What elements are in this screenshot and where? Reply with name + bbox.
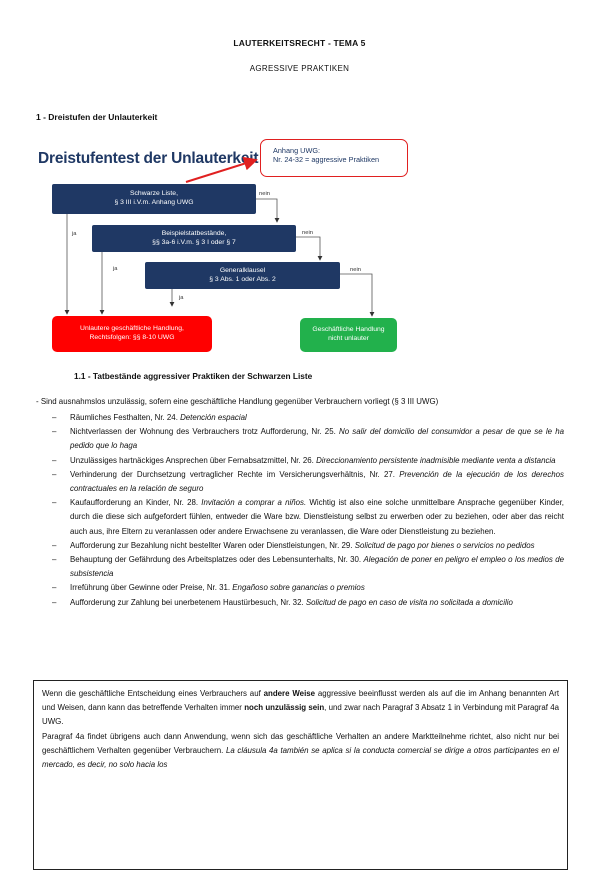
three-step-diagram (0, 0, 599, 370)
note-text: Paragraf 4a findet übrigens auch dann Anwendung, wenn sich das geschäftliche Verhalten an andere Marktteilnehme richtet, also nicht nur bei geschäftlichem Verhalten gegenüber Verbrauchern. (42, 731, 559, 755)
list-item (52, 539, 564, 553)
general-clause-box (145, 262, 340, 289)
not-unfair-line-1: Geschäftliche Handlung (312, 326, 385, 334)
document-title: LAUTERKEITSRECHT - TEMA 5 (233, 38, 366, 48)
item-es: Invitación a comprar a niños. (201, 498, 307, 508)
practice-list (52, 411, 564, 610)
unfair-practice-line-1: Unlautere geschäftliche Handlung, (80, 325, 184, 333)
item-de: Aufforderung zur Bezahlung nicht bestellter Waren oder Dienstleistungen, Nr. 29. (70, 540, 353, 550)
note-box (33, 680, 568, 870)
label-ja-3: ja (179, 295, 184, 301)
connector-nein-2 (296, 237, 320, 260)
list-item (52, 553, 564, 581)
label-nein-3: nein (350, 267, 361, 273)
item-de: Räumliches Festhalten, Nr. 24. (70, 413, 178, 422)
list-item (52, 596, 564, 610)
note-paragraph-1 (42, 687, 559, 730)
item-de: Nichtverlassen der Wohnung des Verbrauchers trotz Aufforderung, Nr. 25. (70, 427, 336, 437)
note-bold: noch unzulässig sein (244, 703, 325, 713)
list-item (52, 496, 564, 539)
intro-text: - Sind ausnahmslos unzulässig, sofern eine geschäftliche Handlung gegenüber Verbrauchern vorliegt (§ 3 III UWG) (36, 397, 439, 406)
label-ja-2: ja (113, 266, 118, 272)
item-de: Irreführung über Gewinne oder Preise, Nr. 31. (70, 583, 231, 593)
note-text: Wenn die geschäftliche Entscheidung eines Verbrauchers auf (42, 689, 264, 698)
general-clause-line-1: Generalklausel (219, 266, 266, 274)
item-es: Detención espacial (180, 413, 247, 422)
note-italic: La cláusula 4a también se aplica si la conducta comercial se dirige a otros participantes en el mercado, es decir, no solo hacia los (42, 745, 560, 770)
black-list-line-1: Schwarze Liste, (130, 190, 178, 198)
examples-box (92, 225, 296, 252)
list-item (52, 468, 564, 496)
item-de: Verhinderung der Durchsetzung vertraglicher Rechte im Versicherungsverhältnis, Nr. 27. (70, 469, 395, 479)
diagram-title: Dreistufentest der Unlauterkeit (38, 150, 259, 167)
document-subtitle: AGRESSIVE PRAKTIKEN (249, 64, 350, 73)
list-item (52, 411, 564, 425)
not-unfair-line-2: nicht unlauter (328, 335, 369, 342)
item-es: Solicitud de pago en caso de visita no solicitada a domicilio (305, 597, 513, 607)
item-extra: Wichtig ist also eine solche unmittelbare Ansprache gegenüber Kinder, durch die diese sich aufgefordert fühlen, entweder die Ware bzw. Dienstleistung selbst zu erwerben oder zu beziehen, oder aber das reicht auch aus, ihre Eltern zu veranlassen oder andere Erwachsene zu veranlassen, die Ware oder Dienstleistung zu beziehen. (70, 498, 564, 536)
black-list-box (52, 184, 256, 214)
examples-line-2: §§ 3a-6 i.V.m. § 3 I oder § 7 (152, 238, 236, 246)
note-bold: andere Weise (263, 689, 316, 698)
list-item (52, 425, 564, 453)
item-es: Direccionamiento persistente inadmisible mediante venta a distancia (316, 455, 556, 465)
item-de: Unzulässiges hartnäckiges Ansprechen über Fernabsatzmittel, Nr. 26. (70, 455, 314, 465)
connector-nein-1 (256, 199, 277, 222)
section-heading-1: 1 - Dreistufen der Unlauterkeit (36, 112, 158, 122)
item-es: No salir del domicilio del consumidor a pesar de que se le ha pedido que lo haga (70, 427, 564, 451)
item-es: Prevención de la ejecución de los derechos contractuales en la relación de seguro (70, 469, 564, 494)
item-es: Solicitud de pago por bienes o servicios no pedidos (354, 540, 535, 550)
annex-line-2: Nr. 24-32 = aggressive Praktiken (273, 155, 380, 165)
list-item (52, 454, 564, 468)
item-es: Alegación de poner en peligro el empleo o los medios de subsistencia (70, 555, 564, 579)
examples-line-1: Beispielstatbestände, (161, 229, 227, 237)
item-de: Kaufaufforderung an Kinder, Nr. 28. (70, 498, 199, 508)
unfair-practice-line-2: Rechtsfolgen: §§ 8-10 UWG (89, 334, 175, 341)
note-paragraph-2 (42, 730, 559, 773)
note-text: aggressive beeinflusst werden als auf die im Anhang benannten Art und Weisen, dann kann das betreffende Verhalten immer (42, 689, 560, 713)
item-es: Engañoso sobre ganancias o premios (232, 583, 365, 593)
label-nein-2: nein (302, 230, 313, 236)
label-nein-1: nein (259, 191, 270, 197)
item-de: Aufforderung zur Zahlung bei unerbetenem Haustürbesuch, Nr. 32. (70, 597, 304, 607)
item-de: Behauptung der Gefährdung des Arbeitsplatzes oder des Lebensunterhalts, Nr. 30. (70, 555, 362, 565)
section-heading-1-1: 1.1 - Tatbestände aggressiver Praktiken der Schwarzen Liste (74, 371, 313, 381)
annex-line-1: Anhang UWG: (273, 146, 321, 155)
unfair-practice-box (52, 316, 212, 352)
label-ja-1: ja (72, 231, 77, 237)
pointer-arrow (186, 160, 256, 182)
general-clause-line-2: § 3 Abs. 1 oder Abs. 2 (209, 275, 276, 283)
note-text: , und zwar nach Paragraf 3 Absatz 1 in Verbindung mit Paragraf 4a UWG. (42, 703, 560, 727)
list-item (52, 581, 564, 595)
black-list-line-2: § 3 III i.V.m. Anhang UWG (114, 199, 194, 206)
connector-nein-3 (340, 274, 372, 316)
not-unfair-box (300, 318, 397, 352)
